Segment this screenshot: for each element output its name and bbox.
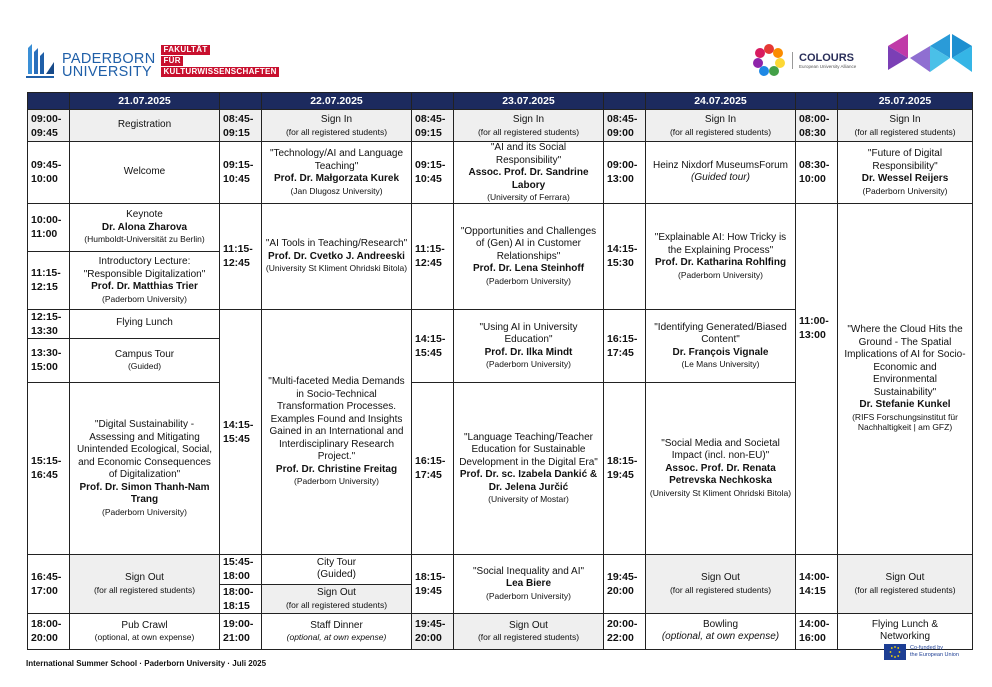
- event-subtitle: (for all registered students): [477, 632, 580, 642]
- time-cell: 11:15- 12:15: [28, 251, 70, 309]
- event-institution: (Paderborn University): [101, 293, 188, 304]
- event-title: "Explainable AI: How Tricky is the Explaining Process": [654, 232, 787, 256]
- time-cell: 09:00- 13:00: [604, 142, 646, 204]
- time-cell: 09:15- 10:45: [220, 142, 262, 204]
- event-subtitle: (for all registered students): [93, 584, 196, 595]
- event-institution: (University of Mostar): [488, 494, 569, 504]
- event-institution: (Humboldt-Universität zu Berlin): [84, 234, 205, 245]
- colours-subtitle: European University Alliance: [799, 63, 857, 69]
- event-cell: [454, 142, 604, 204]
- time-cell: 14:15- 15:45: [220, 309, 262, 554]
- time-cell: 16:15- 17:45: [412, 382, 454, 554]
- event-cell: [454, 203, 604, 309]
- event-institution: (Paderborn University): [293, 476, 380, 487]
- event-title: City Tour: [316, 556, 357, 568]
- header-time-cell: [796, 93, 838, 110]
- event-title: Sign Out: [509, 619, 548, 631]
- university-name-line2: UNIVERSITY: [62, 64, 153, 80]
- event-speaker: Prof. Dr. Ilka Mindt: [484, 346, 573, 358]
- time-cell: 18:00- 18:15: [220, 584, 262, 613]
- event-title: Sign Out: [125, 572, 164, 583]
- time-cell: 08:45- 09:15: [412, 110, 454, 142]
- schedule-row: [28, 203, 973, 251]
- header-time-cell: [604, 93, 646, 110]
- eu-line2: the European Union: [910, 652, 959, 658]
- time-cell: 18:00- 20:00: [28, 613, 70, 649]
- event-cell: [262, 613, 412, 649]
- time-cell: 19:00- 21:00: [220, 613, 262, 649]
- day-header-2: 22.07.2025: [262, 93, 412, 110]
- event-title: Staff Dinner: [310, 619, 363, 631]
- event-cell: [646, 554, 796, 613]
- faculty-line1: FAKULTÄT: [163, 45, 208, 54]
- event-cell: [262, 142, 412, 204]
- event-cell: [70, 382, 220, 554]
- event-cell: [70, 338, 220, 382]
- event-cell: [454, 110, 604, 142]
- event-subtitle: (for all registered students): [669, 584, 772, 595]
- event-title: Bowling: [702, 618, 739, 630]
- event-title: Heinz Nixdorf MuseumsForum: [652, 159, 789, 171]
- event-title: Sign In: [320, 114, 353, 125]
- event-institution: (Paderborn University): [862, 185, 948, 196]
- event-subtitle: (Guided): [317, 569, 356, 580]
- event-title: "Technology/AI and Language Teaching": [269, 148, 404, 172]
- faculty-line3: KULTURWISSENSCHAFTEN: [163, 67, 277, 76]
- event-title: Sign In: [512, 114, 545, 125]
- time-cell: 13:30- 15:00: [28, 338, 70, 382]
- event-title: "Future of Digital Responsibility": [867, 148, 943, 172]
- event-title: "Using AI in University Education": [479, 321, 578, 345]
- time-cell: 11:15- 12:45: [412, 203, 454, 309]
- schedule-row: [28, 613, 973, 649]
- event-title: "Language Teaching/Teacher Education for Sustainable Development in the Digital Era": [459, 431, 598, 468]
- event-institution: (Paderborn University): [101, 506, 188, 517]
- event-cell: [646, 309, 796, 382]
- time-cell: 14:15- 15:30: [604, 203, 646, 309]
- time-cell: 10:00- 11:00: [28, 203, 70, 251]
- event-cell: [838, 554, 973, 613]
- time-cell: 16:45- 17:00: [28, 554, 70, 613]
- event-cell: [70, 613, 220, 649]
- event-speaker: Assoc. Prof. Dr. Sandrine Labory: [468, 167, 589, 191]
- time-cell: 08:00- 08:30: [796, 110, 838, 142]
- event-title: Flying Lunch: [116, 317, 173, 329]
- colours-title: COLOURS: [799, 51, 854, 64]
- event-subtitle: (Guided tour): [691, 172, 750, 184]
- time-cell: 14:15- 15:45: [412, 309, 454, 382]
- event-speaker: Prof. Dr. Małgorzata Kurek: [273, 173, 400, 185]
- event-speaker: Prof. Dr. Cvetko J. Andreeski: [268, 250, 405, 262]
- event-title: Introductory Lecture: "Responsible Digitalization": [83, 256, 206, 280]
- event-cell: [838, 203, 973, 554]
- day-header-1: 21.07.2025: [70, 93, 220, 110]
- event-subtitle: (optional, at own expense): [94, 632, 195, 642]
- event-title: "Identifying Generated/Biased Content": [654, 321, 787, 345]
- event-speaker: Assoc. Prof. Dr. Renata Petrevska Nechkoska: [665, 462, 776, 487]
- event-cell: [646, 203, 796, 309]
- event-title: Sign In: [889, 114, 921, 125]
- event-cell: [646, 110, 796, 142]
- header-time-cell: [220, 93, 262, 110]
- event-subtitle: (Guided): [127, 361, 162, 371]
- event-speaker: Prof. Dr. Katharina Rohlfing: [654, 257, 787, 268]
- event-speaker: Prof. Dr. Christine Freitag: [275, 463, 398, 475]
- footer-text: International Summer School · Paderborn University · Juli 2025: [26, 659, 267, 668]
- event-title: Welcome: [123, 166, 166, 177]
- event-cell: [262, 110, 412, 142]
- event-cell: [70, 110, 220, 142]
- day-header-3: 23.07.2025: [454, 93, 604, 110]
- time-cell: 19:45- 20:00: [604, 554, 646, 613]
- event-speaker: Dr. Stefanie Kunkel: [859, 399, 951, 411]
- time-cell: 15:15- 16:45: [28, 382, 70, 554]
- event-cell: [70, 309, 220, 338]
- event-institution: (RIFS Forschungsinstitut für Nachhaltigkeit | am GFZ): [852, 411, 958, 433]
- time-cell: 20:00- 22:00: [604, 613, 646, 649]
- event-cell: [262, 584, 412, 613]
- event-cell: [70, 142, 220, 204]
- event-subtitle: (for all registered students): [669, 126, 772, 137]
- event-title: "Opportunities and Challenges of (Gen) AI in Customer Relationships": [460, 225, 597, 262]
- header-row: [28, 93, 973, 110]
- event-subtitle: (optional, at own expense): [661, 631, 780, 642]
- event-institution: (Paderborn University): [485, 590, 572, 601]
- event-subtitle: (for all registered students): [285, 599, 388, 610]
- eu-flag-icon: [884, 644, 906, 660]
- faculty-label: [161, 45, 283, 78]
- eu-cofunded-logo: [884, 644, 959, 660]
- event-institution: (Paderborn University): [485, 275, 572, 286]
- schedule-row: [28, 142, 973, 204]
- time-cell: 18:15- 19:45: [604, 382, 646, 554]
- event-cell: [454, 382, 604, 554]
- event-title: "Where the Cloud Hits the Ground - The Spatial Implications of AI for Socio-Economic and Environmental Sustainability": [844, 324, 966, 398]
- event-institution: (University of Ferrara): [487, 192, 570, 202]
- event-title: Campus Tour: [114, 348, 175, 360]
- event-cell: [646, 613, 796, 649]
- time-cell: 08:45- 09:15: [220, 110, 262, 142]
- eu-line1: Co-funded by: [910, 645, 944, 651]
- schedule-row: [28, 554, 973, 584]
- event-title: Registration: [117, 119, 172, 131]
- time-cell: 16:15- 17:45: [604, 309, 646, 382]
- schedule-table: [27, 92, 973, 650]
- time-cell: 08:45- 09:00: [604, 110, 646, 142]
- event-title: "Multi-faceted Media Demands in Socio-Technical Transformation Processes. Examples Found and Insights Gained in an International and Interdisciplinary Research Project.": [268, 376, 405, 463]
- university-name: [62, 53, 155, 79]
- event-cell: [838, 142, 973, 204]
- event-speaker: Lea Biere: [505, 578, 552, 590]
- event-cell: [262, 309, 412, 554]
- time-cell: 18:15- 19:45: [412, 554, 454, 613]
- event-cell: [646, 382, 796, 554]
- event-cell: [70, 251, 220, 309]
- event-subtitle: (for all registered students): [285, 126, 388, 137]
- paderborn-university-logo: [26, 40, 283, 79]
- colours-alliance-logo: [750, 41, 856, 79]
- event-title: Pub Crawl: [121, 619, 168, 631]
- event-cell: [646, 142, 796, 204]
- event-title: "Social Inequality and AI": [472, 565, 585, 577]
- time-cell: 11:00- 13:00: [796, 203, 838, 554]
- event-cell: [838, 110, 973, 142]
- schedule-row: [28, 110, 973, 142]
- event-cell: [454, 613, 604, 649]
- day-header-5: 25.07.2025: [838, 93, 973, 110]
- event-subtitle: (for all registered students): [477, 126, 580, 137]
- header-time-cell: [28, 93, 70, 110]
- event-title: "AI and its Social Responsibility": [490, 142, 567, 166]
- day-header-4: 24.07.2025: [646, 93, 796, 110]
- time-cell: 19:45- 20:00: [412, 613, 454, 649]
- time-cell: 15:45- 18:00: [220, 554, 262, 584]
- event-title: Sign Out: [885, 572, 925, 583]
- event-title: Sign Out: [317, 587, 356, 598]
- event-speaker: Prof. Dr. sc. Izabela Dankić & Dr. Jelena Jurčić: [459, 469, 598, 493]
- university-emblem-icon: [26, 40, 56, 78]
- event-title: Sign Out: [701, 572, 740, 583]
- colours-flower-icon: [750, 41, 788, 79]
- event-title: "Digital Sustainability - Assessing and Mitigating Unintended Ecological, Social, and Economic Consequences of Digitalization": [76, 419, 213, 480]
- event-cell: [454, 554, 604, 613]
- university-name-line1: PADERBORN: [62, 51, 156, 67]
- event-speaker: Dr. François Vignale: [672, 346, 769, 358]
- time-cell: 12:15- 13:30: [28, 309, 70, 338]
- event-institution: (Le Mans University): [681, 359, 760, 369]
- time-cell: 09:00- 09:45: [28, 110, 70, 142]
- event-cell: [70, 203, 220, 251]
- event-cell: [262, 203, 412, 309]
- event-title: "Social Media and Societal Impact (incl. non-EU)": [661, 437, 780, 462]
- event-cell: [70, 554, 220, 613]
- event-institution: (Paderborn University): [485, 359, 572, 369]
- geometric-logo-icon: [886, 32, 982, 81]
- event-speaker: Prof. Dr. Simon Thanh-Nam Trang: [79, 481, 210, 505]
- event-label: Keynote: [126, 209, 163, 221]
- event-institution: (University St Kliment Ohridski Bitola): [265, 263, 408, 274]
- header-time-cell: [412, 93, 454, 110]
- time-cell: 14:00- 14:15: [796, 554, 838, 613]
- event-speaker: Dr. Alona Zharova: [101, 221, 188, 233]
- time-cell: 09:15- 10:45: [412, 142, 454, 204]
- faculty-line2: FÜR: [163, 56, 181, 65]
- event-institution: (Paderborn University): [677, 269, 764, 280]
- time-cell: 14:00- 16:00: [796, 613, 838, 649]
- event-subtitle: (optional, at own expense): [286, 632, 387, 642]
- event-institution: (Jan Dlugosz University): [290, 185, 383, 196]
- event-speaker: Prof. Dr. Lena Steinhoff: [472, 263, 585, 275]
- time-cell: 11:15- 12:45: [220, 203, 262, 309]
- event-speaker: Dr. Wessel Reijers: [861, 173, 949, 185]
- event-title: Sign In: [704, 114, 737, 125]
- time-cell: 08:30- 10:00: [796, 142, 838, 204]
- event-cell: [454, 309, 604, 382]
- event-title: "AI Tools in Teaching/Research": [265, 238, 408, 250]
- event-title: Flying Lunch & Networking: [871, 618, 939, 642]
- time-cell: 09:45- 10:00: [28, 142, 70, 204]
- event-institution: (University St Kliment Ohridski Bitola): [649, 487, 792, 498]
- event-cell: [262, 554, 412, 584]
- event-subtitle: (for all registered students): [854, 126, 956, 137]
- event-speaker: Prof. Dr. Matthias Trier: [91, 281, 198, 292]
- event-subtitle: (for all registered students): [854, 584, 956, 595]
